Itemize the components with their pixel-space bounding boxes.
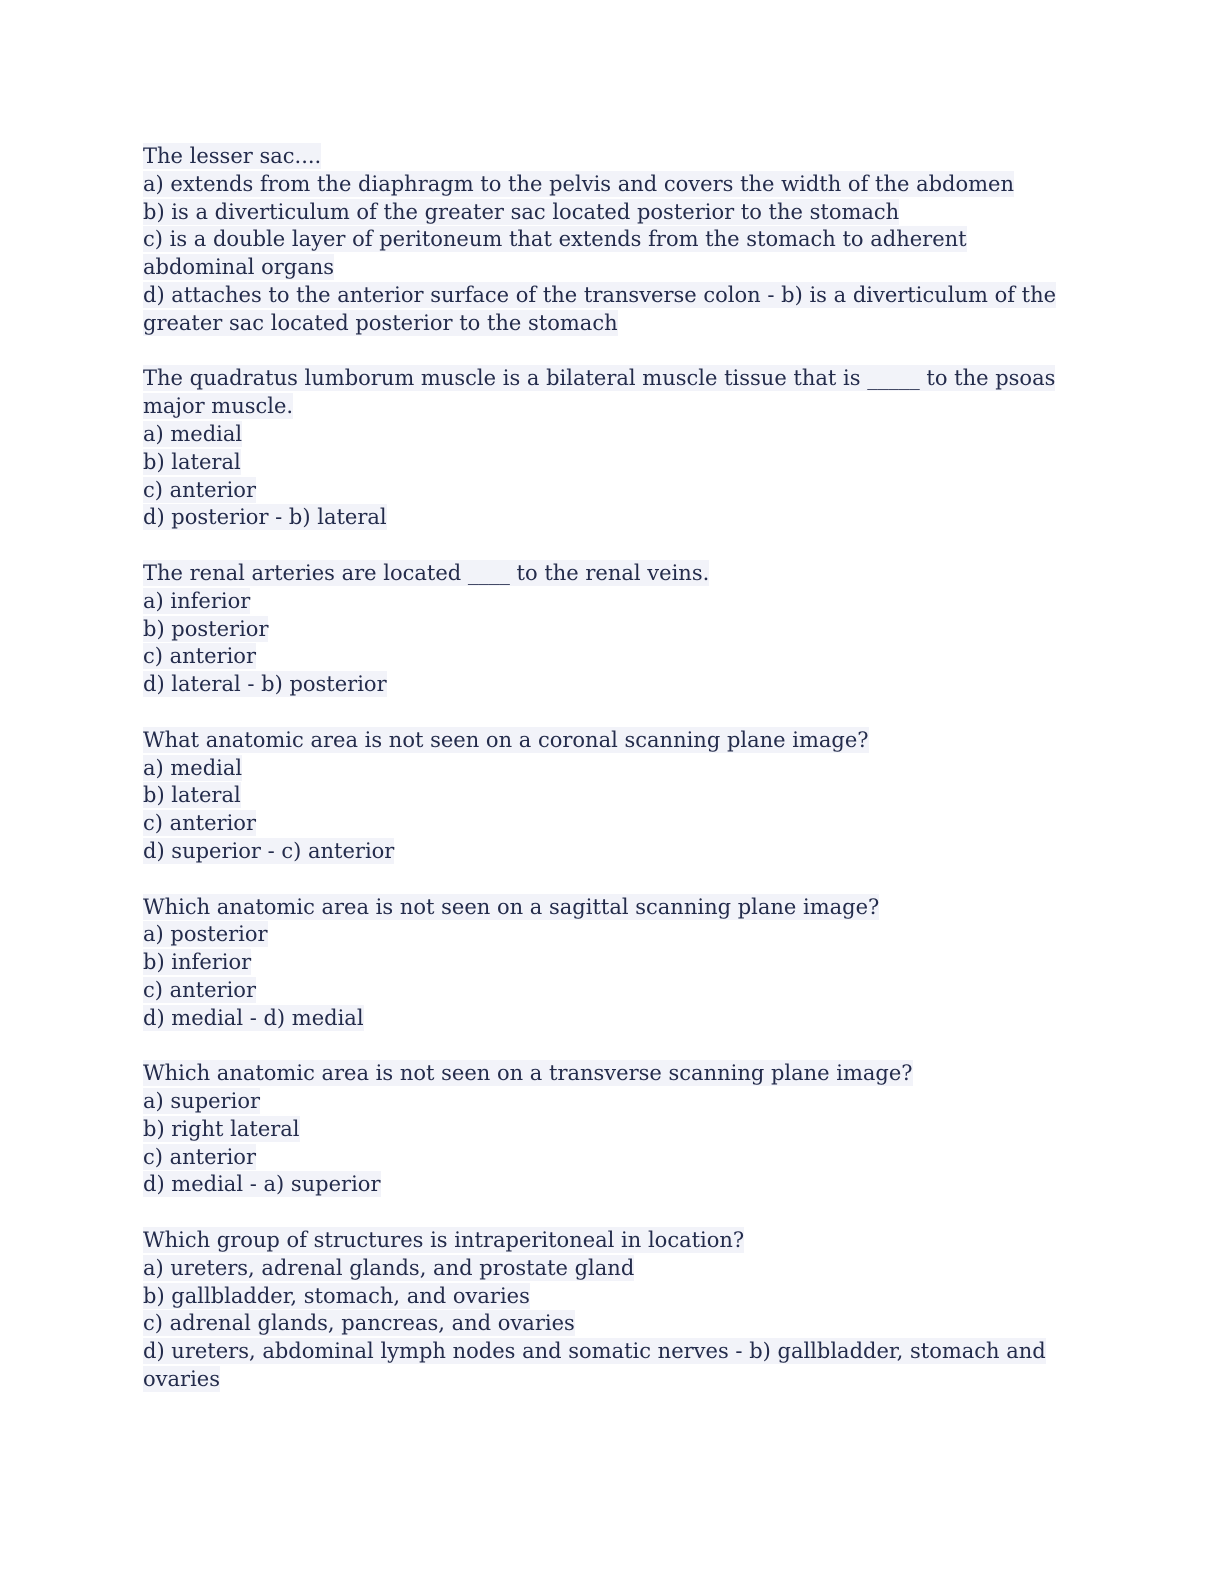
question-stem: Which anatomic area is not seen on a transverse scanning plane image? <box>143 1061 913 1086</box>
question-block-3 <box>143 560 1083 699</box>
question-stem: The renal arteries are located ____ to the renal veins. <box>143 560 710 585</box>
question-block-2 <box>143 365 1083 532</box>
answer-option-a: a) extends from the diaphragm to the pelvis and covers the width of the abdomen <box>143 171 1014 196</box>
answer-option-c: c) anterior <box>143 644 256 669</box>
answer-option-c: c) anterior <box>143 477 256 502</box>
answer-option-d-with-answer: d) lateral - b) posterior <box>143 672 387 697</box>
answer-option-b: b) is a diverticulum of the greater sac located posterior to the stomach <box>143 199 900 224</box>
question-block-7 <box>143 1227 1083 1394</box>
answer-option-a: a) medial <box>143 755 243 780</box>
answer-option-d-with-answer: d) medial - d) medial <box>143 1005 364 1030</box>
question-stem: The lesser sac.... <box>143 144 322 168</box>
answer-option-b: b) posterior <box>143 616 269 641</box>
answer-option-d-with-answer: d) attaches to the anterior surface of the transverse colon - b) is a diverticulum of the greater sac located posterior to the stomach <box>143 282 1057 335</box>
answer-option-c: c) adrenal glands, pancreas, and ovaries <box>143 1311 575 1336</box>
answer-option-d-with-answer: d) medial - a) superior <box>143 1172 381 1197</box>
question-stem: Which anatomic area is not seen on a sagittal scanning plane image? <box>143 894 880 919</box>
question-stem: The quadratus lumborum muscle is a bilateral muscle tissue that is _____ to the psoas major muscle. <box>143 366 1056 419</box>
question-stem: What anatomic area is not seen on a coronal scanning plane image? <box>143 727 869 752</box>
answer-option-d-with-answer: d) superior - c) anterior <box>143 838 395 863</box>
answer-option-d-with-answer: d) posterior - b) lateral <box>143 505 387 530</box>
answer-option-c: c) anterior <box>143 1144 256 1169</box>
answer-option-b: b) lateral <box>143 783 241 808</box>
answer-option-b: b) lateral <box>143 449 241 474</box>
answer-option-a: a) medial <box>143 421 243 446</box>
question-block-6 <box>143 1060 1083 1199</box>
answer-option-a: a) inferior <box>143 588 251 613</box>
document-page <box>143 143 1083 1422</box>
question-block-4 <box>143 727 1083 866</box>
answer-option-a: a) posterior <box>143 922 268 947</box>
answer-option-b: b) inferior <box>143 950 252 975</box>
question-stem: Which group of structures is intraperitoneal in location? <box>143 1228 745 1253</box>
question-block-1 <box>143 143 1083 338</box>
answer-option-c: c) anterior <box>143 811 256 836</box>
question-block-5 <box>143 894 1083 1033</box>
answer-option-a: a) ureters, adrenal glands, and prostate gland <box>143 1255 635 1280</box>
answer-option-c: c) anterior <box>143 977 256 1002</box>
answer-option-b: b) gallbladder, stomach, and ovaries <box>143 1283 530 1308</box>
answer-option-b: b) right lateral <box>143 1116 300 1141</box>
answer-option-a: a) superior <box>143 1089 260 1114</box>
answer-option-d-with-answer: d) ureters, abdominal lymph nodes and somatic nerves - b) gallbladder, stomach and ovaries <box>143 1339 1046 1392</box>
answer-option-c: c) is a double layer of peritoneum that extends from the stomach to adherent abdominal organs <box>143 227 967 280</box>
